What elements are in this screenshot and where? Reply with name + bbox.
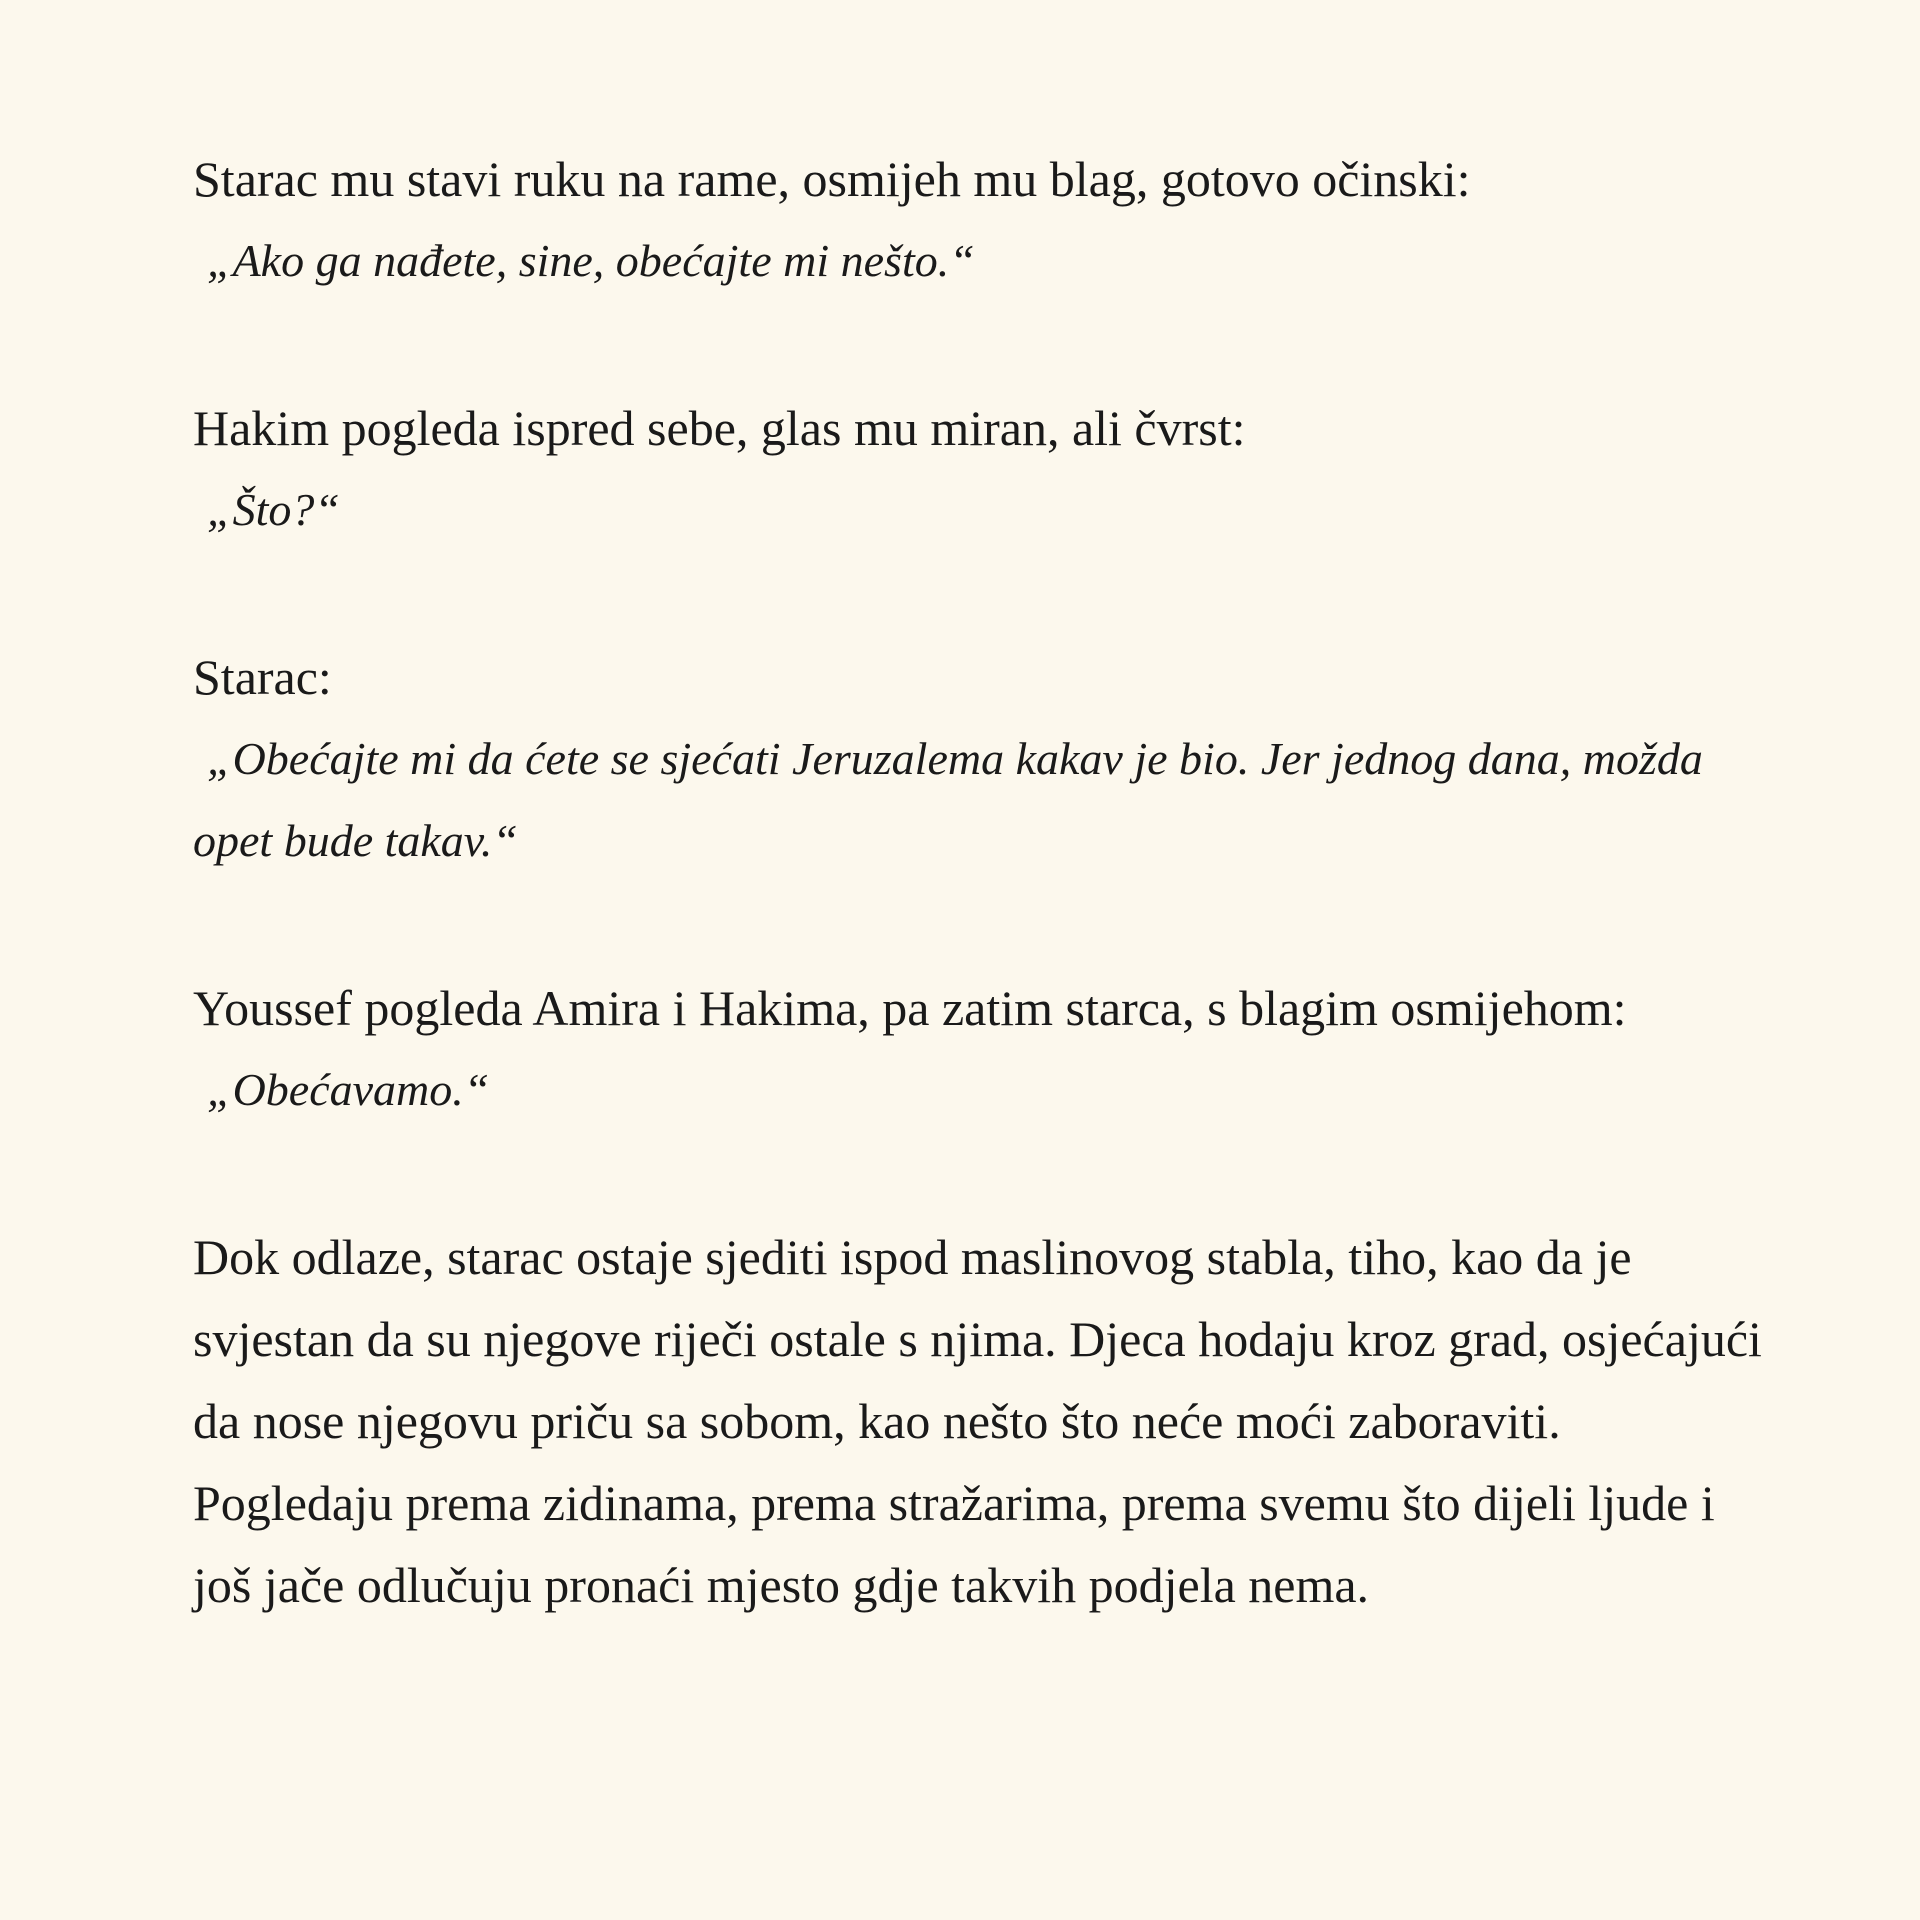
dialogue-quote: „Što?“ (207, 484, 340, 535)
narration-text: Youssef pogleda Amira i Hakima, pa zatim starca, s blagim osmijehom: (193, 980, 1627, 1036)
narration-text: Hakim pogleda ispred sebe, glas mu miran, ali čvrst: (193, 400, 1246, 456)
paragraph-block-2 (193, 387, 1770, 551)
paragraph-block-5 (193, 1216, 1770, 1626)
dialogue-quote: „Obećajte mi da ćete se sjećati Jeruzalema kakav je bio. Jer jednog dana, možda opet bude takav.“ (193, 733, 1703, 866)
dialogue-quote: „Obećavamo.“ (207, 1064, 490, 1115)
narration-text: Starac mu stavi ruku na rame, osmijeh mu blag, gotovo očinski: (193, 151, 1471, 207)
dialogue-quote: „Ako ga nađete, sine, obećajte mi nešto.“ (207, 235, 975, 286)
narration-paragraph: Dok odlaze, starac ostaje sjediti ispod maslinovog stabla, tiho, kao da je svjestan da su njegove riječi ostale s njima. Djeca hodaju kroz grad, osjećajući da nose njegovu priču sa sobom, kao nešto što neće moći zaboraviti. Pogledaju prema zidinama, prema stražarima, prema svemu što dijeli ljude i još jače odlučuju pronaći mjesto gdje takvih podjela nema. (193, 1229, 1762, 1613)
paragraph-block-1 (193, 138, 1770, 302)
paragraph-block-4 (193, 967, 1770, 1131)
narration-text: Starac: (193, 649, 332, 705)
paragraph-block-3 (193, 636, 1770, 882)
